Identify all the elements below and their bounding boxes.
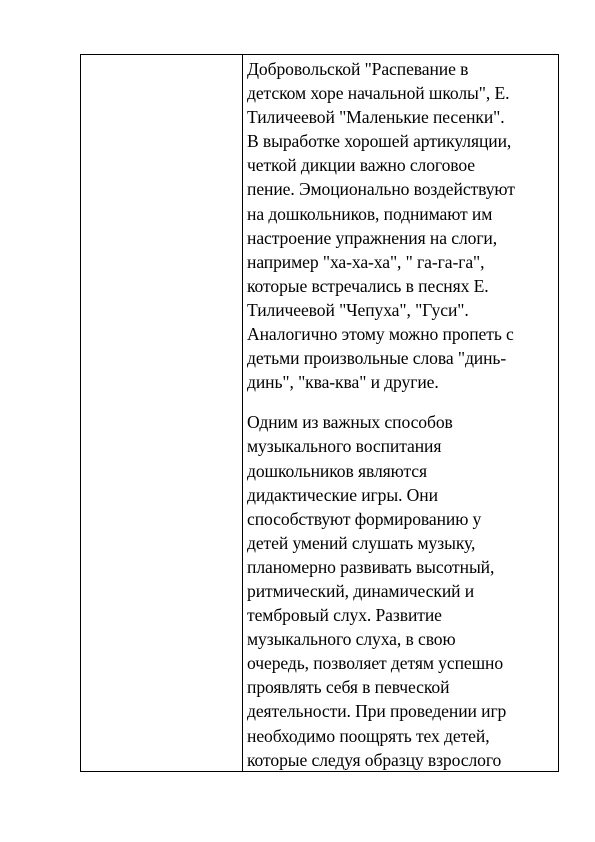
text-line: детей умений слушать музыку,	[247, 532, 476, 553]
text-line: деятельности. При проведении игр	[247, 701, 507, 722]
text-line: Тиличеевой "Чепуха", "Гуси".	[247, 299, 469, 320]
paragraph-2	[247, 410, 554, 771]
text-line: планомерно развивать высотный,	[247, 556, 495, 577]
text-line: ритмический, динамический и	[247, 580, 475, 601]
text-line: музыкального воспитания	[247, 436, 442, 457]
text-line: пение. Эмоционально воздействуют	[247, 179, 515, 200]
text-line: дидактические игры. Они	[247, 484, 438, 505]
text-line: Добровольской "Распевание в	[247, 59, 469, 79]
table-cell-left-empty	[81, 55, 242, 771]
text-line: Одним из важных способов	[247, 412, 453, 433]
text-line: проявлять себя в певческой	[247, 677, 450, 698]
text-line: Тиличеевой "Маленькие песенки".	[247, 107, 505, 128]
text-line: В выработке хорошей артикуляции,	[247, 131, 512, 152]
text-line: которые следуя образцу взрослого	[247, 749, 502, 770]
text-line: настроение упражнения на слоги,	[247, 227, 498, 248]
text-line: динь", "ква-ква" и другие.	[247, 372, 439, 393]
text-line: детьми произвольные слова "динь-	[247, 348, 507, 369]
text-line: необходимо поощрять тех детей,	[247, 725, 490, 746]
paragraph-1	[247, 57, 554, 394]
text-line: например "ха-ха-ха", " га-га-га",	[247, 251, 485, 272]
text-line: которые встречались в песнях Е.	[247, 275, 489, 296]
table-cell-right	[243, 55, 558, 771]
text-line: четкой дикции важно слоговое	[247, 155, 475, 176]
text-line: музыкального слуха, в свою	[247, 629, 456, 650]
text-line: на дошкольников, поднимают им	[247, 203, 493, 224]
text-line: тембровый слух. Развитие	[247, 605, 442, 626]
text-line: детском хоре начальной школы", Е.	[247, 83, 510, 104]
document-table	[80, 54, 559, 772]
paragraph-spacing	[247, 394, 554, 410]
text-line: способствуют формированию у	[247, 508, 482, 529]
text-line: очередь, позволяет детям успешно	[247, 653, 504, 674]
text-line: дошкольников являются	[247, 460, 427, 481]
text-line: Аналогично этому можно пропеть с	[247, 324, 514, 345]
